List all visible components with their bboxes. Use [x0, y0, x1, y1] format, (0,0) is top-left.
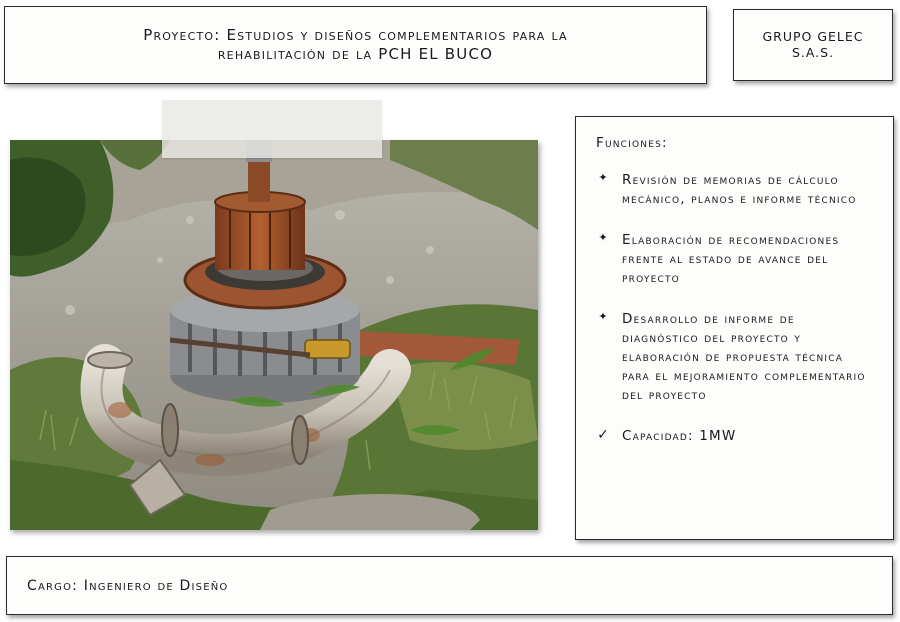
functions-heading: Funciones: — [596, 135, 668, 151]
project-title-line-2: rehabilitación de la PCH EL BUCO — [217, 45, 494, 63]
company-name: GRUPO GELEC — [762, 29, 864, 44]
cargo-text: Cargo: Ingeniero de Diseño — [27, 577, 229, 594]
star-bullet-icon: ✦ — [598, 171, 608, 184]
cargo-box — [6, 556, 893, 615]
function-item — [596, 171, 873, 209]
function-item-text: Elaboración de recomendaciones frente al estado de avance del proyecto — [622, 232, 840, 286]
function-item-text: Desarrollo de informe de diagnóstico del proyecto y elaboración de propuesta técnica para el mejoramiento complementario del proyecto — [622, 311, 866, 403]
project-title-box — [4, 6, 707, 84]
checkmark-icon: ✓ — [597, 427, 609, 443]
star-bullet-icon: ✦ — [598, 310, 608, 323]
company-suffix: S.A.S. — [791, 45, 835, 60]
function-item — [596, 231, 873, 288]
function-item-text: Revisión de memorias de cálculo mecánico, planos e informe técnico — [622, 172, 857, 207]
function-item — [596, 310, 873, 405]
company-box — [733, 9, 893, 81]
functions-box — [575, 116, 894, 540]
turbine-photo — [10, 140, 538, 530]
project-title — [143, 26, 568, 64]
capacity-item — [596, 427, 873, 446]
star-bullet-icon: ✦ — [598, 231, 608, 244]
capacity-text: Capacidad: 1MW — [622, 428, 737, 444]
project-title-line-1: Proyecto: Estudios y diseños complementarios para la — [143, 26, 568, 44]
photo-tape — [162, 100, 382, 158]
